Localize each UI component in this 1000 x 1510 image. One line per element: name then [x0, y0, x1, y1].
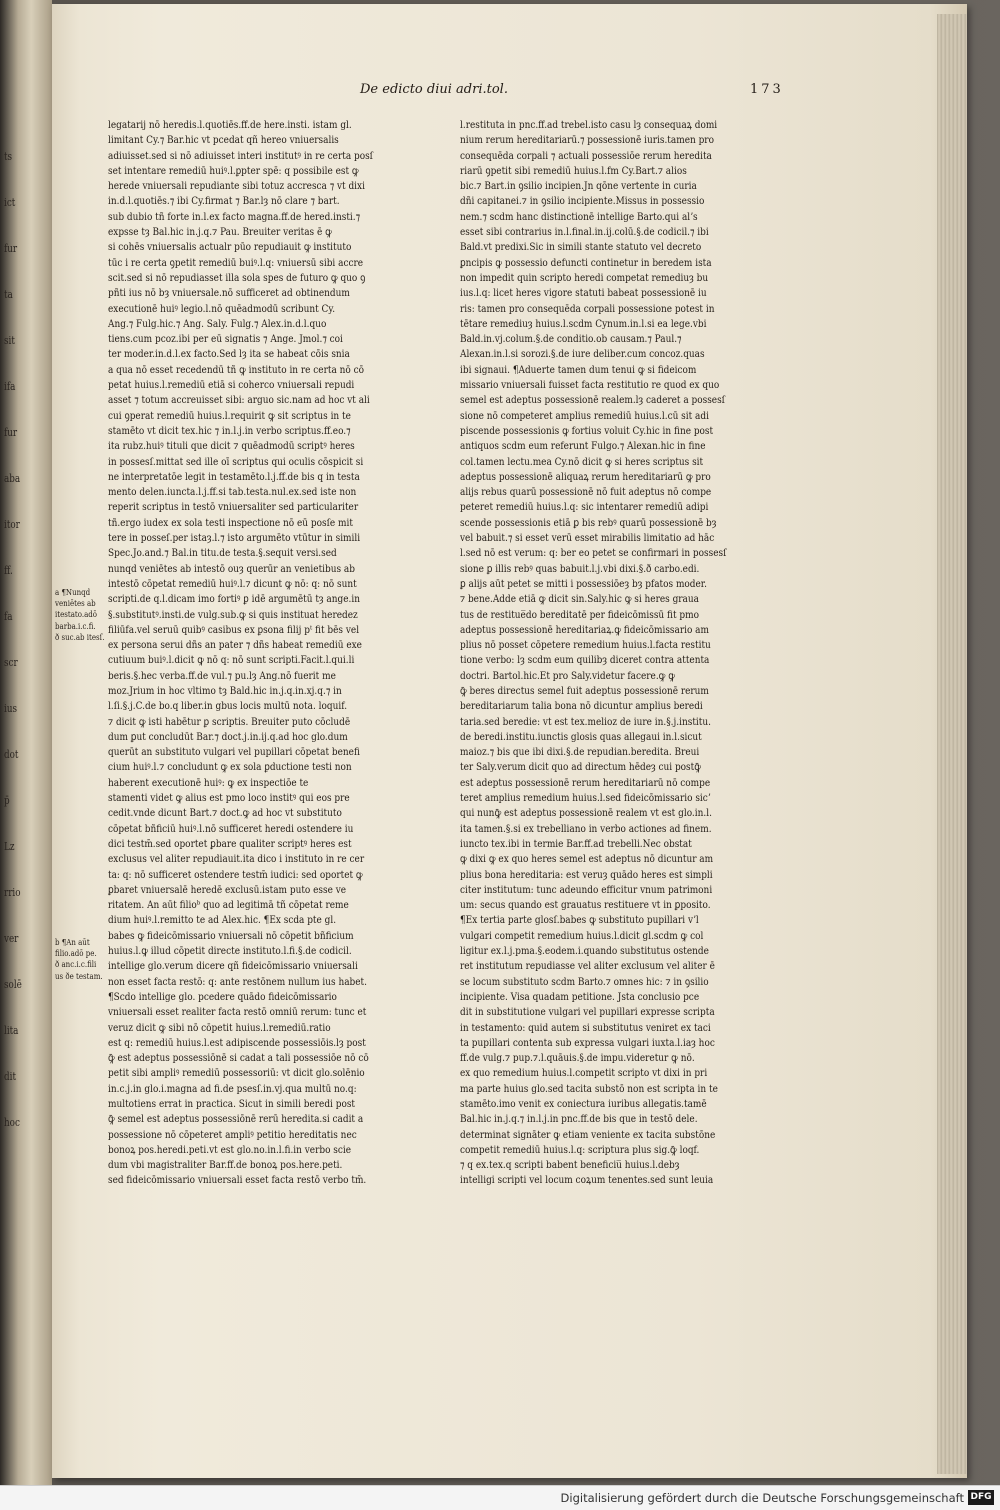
- text-line: cedit.vnde dicunt Bart.⁊ doct.ꝙ ad hoc vt substituto: [108, 807, 342, 820]
- note-line: veniētes ab: [55, 599, 96, 610]
- text-line: bereditariarum talia bona nō dicuntur amplius beredi: [460, 700, 703, 713]
- text-line: l.restituta in pnc.ff.ad trebel.isto casu lȝ consequaꝝ domi: [460, 119, 718, 131]
- text-line: nium rerum hereditariarū.⁊ possessionē iuris.tamen pro: [460, 134, 714, 147]
- adjacent-page-fragment: ifa: [4, 380, 16, 393]
- text-line: cui ꝯperat remediū huius.l.requirit ꝙ sit scriptus in te: [108, 409, 351, 422]
- text-line: adiuisset.sed si nō adiuisset interi institutꝰ in re certa posſ: [108, 149, 373, 162]
- text-line: citer institutum: tunc adeundo efficitur vnum patrimoni: [460, 883, 713, 896]
- text-line: non impedit quin scripto heredi competat remediuȝ bu: [460, 271, 709, 284]
- text-line: ¶Ex tertia parte glosſ.babes ꝙ substituto pupillari vʼl: [460, 914, 699, 927]
- text-line: plius bona hereditaria: est veruȝ quādo heres est simpli: [460, 868, 713, 881]
- text-line: scende possessionis etiā ꝑ bis rebꝰ quarū possessionē bȝ: [460, 516, 717, 529]
- text-line: in testamento: quid autem si substitutus veniret ex taci: [460, 1021, 711, 1034]
- note-line: a ¶Nunqd: [55, 588, 91, 598]
- text-line: tūc i re certa ꝯpetit remediū buiꝰ.l.q: vniuersū sibi accre: [108, 256, 364, 269]
- adjacent-page-fragment: fur: [4, 426, 18, 439]
- text-line: dium huiꝰ.l.remitto te ad Alex.hic. ¶Ex scda pte gl.: [108, 914, 337, 927]
- adjacent-page-fragment: ta: [4, 288, 13, 301]
- adjacent-page-fragment: dot: [4, 748, 19, 761]
- text-line: dici testm̄.sed oportet ꝑbare qualiter scriptꝰ heres est: [108, 837, 352, 850]
- note-line: filio.adō pe.: [55, 949, 97, 960]
- folio-number: 173: [750, 82, 784, 97]
- text-line: stamēto.imo venit ex coniectura iuribus allegatis.tamē: [460, 1098, 707, 1110]
- text-line: stamenti videt ꝙ alius est pmo loco institꝰ qui eos pre: [108, 792, 350, 805]
- text-line: filiūfa.vel seruū quibꝰ casibus ex ꝑsona filij pᵗ fit bēs vel: [108, 623, 360, 636]
- text-line: vulgari competit remedium huius.l.dicit gl.scdm ꝙ col: [460, 929, 704, 942]
- text-line: esset sibi contrarius in.l.final.in.ij.colū.§.de codicil.⁊ ibi: [460, 226, 709, 239]
- text-line: intellige glo.verum dicere qñ fideicōmissario vniuersali: [108, 960, 358, 973]
- text-line: ta: q: nō sufficeret ostendere testm̄ iudici: sed oportet ꝙ: [108, 868, 363, 881]
- text-line: sione ꝑ illis rebꝰ quas babuit.l.j.vbi dixi.§.ð carbo.edi.: [460, 562, 700, 575]
- text-line: ⁊ bene.Adde etiā ꝙ dicit sin.Saly.hic ꝙ si heres graua: [460, 593, 699, 606]
- text-line: executionē huiꝰ legio.l.nō quēadmodū scribunt Cy.: [108, 302, 336, 315]
- adjacent-page-fragment: ff.: [4, 564, 13, 577]
- text-line: est adeptus possessionē rerum hereditariarū nō compe: [460, 776, 711, 789]
- text-line: dum ꝑut concludūt Bar.⁊ doct.j.in.ij.q.ad hoc glo.dum: [108, 730, 348, 743]
- text-line: sione nō competeret amplius remediū huius.l.cū sit adi: [460, 409, 709, 422]
- digitization-footer: [0, 1485, 1000, 1510]
- adjacent-page-fragment: Lz: [4, 840, 15, 853]
- text-line: non esset facta restō: q: ante restōnem nullum ius habet.: [108, 975, 367, 988]
- text-line: reperit scriptus in testō vniuersaliter sed particulariter: [108, 501, 359, 514]
- text-line: Bal.hic in.j.q.⁊ in.l.j.in pnc.ff.de bis que in testō dele.: [460, 1113, 698, 1126]
- text-line: ⁊ dicit ꝙ isti habētur ꝑ scriptis. Breuiter puto cōcludē: [108, 715, 351, 728]
- text-line: limitant Cy.⁊ Bar.hic vt pcedat qñ hereo vniuersalis: [108, 134, 339, 147]
- note-line: itestato.adō: [55, 610, 98, 621]
- text-line: babes ꝙ fideicōmissario vniuersali nō cōpetit bñficium: [108, 929, 354, 942]
- text-line: veruz dicit ꝙ sibi nō cōpetit huius.l.remediū.ratio: [108, 1021, 331, 1034]
- text-line: Bald.in.vj.colum.§.de conditio.ob causam.⁊ Paul.⁊: [460, 333, 682, 346]
- text-line: in.c.j.in glo.i.magna ad fi.de psesſ.in.vj.qua multū no.q:: [108, 1082, 357, 1095]
- text-line: maioz.⁊ bis que ibi dixi.§.de repudian.beredita. Breui: [460, 746, 700, 759]
- text-line: cutiuum buiꝰ.l.dicit ꝙ nō q: nō sunt scripti.Facit.l.qui.li: [108, 654, 355, 667]
- text-line: um: secus quando est grauatus restituere vt in ꝑposito.: [460, 899, 711, 912]
- adjacent-page-fragment: ict: [4, 196, 16, 209]
- text-line: ex persona serui dñs an pater ⁊ dñs habeat remediū exe: [108, 639, 362, 652]
- text-line: vel babuit.⁊ si esset verū esset mirabilis limitatio ad hāc: [460, 532, 715, 545]
- text-line: ꝑbaret vniuersalē heredē exclusū.istam puto esse ve: [108, 883, 347, 896]
- text-line: riarū ꝯpetit sibi remediū huius.l.fm Cy.Bart.⁊ alios: [460, 164, 687, 177]
- text-line: ma parte huius glo.sed tacita substō non est scripta in te: [460, 1082, 718, 1095]
- text-line: tñ.ergo iudex ex sola testi inspectione nō eū posſe mit: [108, 516, 353, 529]
- adjacent-page-fragment: p̄: [4, 794, 10, 807]
- note-line: ð suc.ab itesſ.: [55, 632, 105, 643]
- text-line: ligitur ex.l.j.pma.§.eodem.i.quando substitutus ostende: [460, 945, 709, 958]
- text-line: ris: tamen pro consequēda corpali possessione potest in: [460, 302, 715, 315]
- text-line: determinat signāter ꝙ etiam veniente ex tacita substōne: [460, 1128, 716, 1141]
- marginal-note-b: [55, 938, 107, 983]
- text-line: tiens.cum pcoz.ibi per eū signatis ⁊ Ange. Jmol.⁊ coi: [108, 333, 343, 346]
- text-line: vniuersali esset realiter facta restō omniū rerum: tunc et: [108, 1006, 367, 1019]
- text-line: competit remediū huius.l.q: scriptura plus sig.ꝙ̄ loqf.: [460, 1143, 700, 1156]
- note-line: ð anc.i.c.fili: [55, 960, 97, 971]
- text-line: in possesſ.mittat sed ille oī scriptus qui oculis cōspicit si: [108, 455, 364, 468]
- text-line: tere in posseſ.per istaȝ.l.⁊ isto argumēto vtūtur in simili: [108, 532, 361, 545]
- running-header: [360, 82, 800, 104]
- adjacent-page-fragment: solē: [4, 978, 22, 991]
- text-line: ⁊ q ex.tex.q scripti babent beneficiu̅ huius.l.debȝ: [460, 1159, 680, 1172]
- adjacent-page-fragment: fur: [4, 242, 18, 255]
- note-line: b ¶An aūt: [55, 938, 90, 948]
- text-line: beris.§.hec verba.ff.de vul.⁊ pu.lȝ Ang.nō fuerit me: [108, 669, 336, 682]
- text-line: si cohēs vniuersalis actualr pūo repudiauit ꝙ instituto: [108, 241, 352, 254]
- text-line: haberent executionē huiꝰ: ꝙ ex inspectiōe te: [108, 776, 309, 789]
- text-line: petit sibi ampliꝰ remediū possessoriū: vt dicit glo.solēnio: [108, 1067, 365, 1080]
- text-line: exclusus vel aliter repudiauit.ita dico i instituto in re cer: [108, 853, 365, 866]
- text-line: incipiente. Visa quadam petitione. Jsta conclusio pce: [460, 990, 700, 1003]
- text-line: piscende possessionis ꝙ fortius voluit Cy.hic in fine post: [460, 424, 714, 437]
- text-line: intestō cōpetat remediū huiꝰ.l.⁊ dicunt ꝙ nō: q: nō sunt: [108, 577, 357, 590]
- text-line: l.sed nō est verum: q: ber eo petet se confirmari in possesſ: [460, 547, 727, 560]
- text-column-left: [108, 118, 438, 1189]
- text-line: ꝑ alijs aūt petet se mitti i possessiōeȝ bȝ pfatos moder.: [460, 577, 707, 590]
- text-line: de beredi.institu.iunctis glosis quas allegaui in.l.sicut: [460, 730, 702, 743]
- text-line: scit.sed si nō repudiasset illa sola spes de futuro ꝙ quo ꝯ: [108, 271, 366, 284]
- text-line: ter Saly.verum dicit quo ad directum hēdeȝ cui postꝙ̄: [460, 761, 701, 774]
- text-line: antiquos scdm eum referunt Fulgo.⁊ Alexan.hic in fine: [460, 440, 706, 453]
- note-line: us ðe testam.: [55, 971, 103, 982]
- text-line: ꝙ̄ beres directus semel fuit adeptus possessionē rerum: [460, 684, 709, 697]
- text-line: nunqd veniētes ab intestō ouȝ querūr an venietibus ab: [108, 562, 355, 575]
- text-line: missario vniuersali fuisset facta restitutio re quod ex quo: [460, 379, 720, 392]
- text-line: dit in substitutione vulgari vel pupillari expresse scripta: [460, 1006, 715, 1019]
- text-line: nem.⁊ scdm hanc distinctionē intellige Barto.qui alʼs: [460, 210, 698, 223]
- adjacent-page-fragment: fa: [4, 610, 13, 623]
- text-line: Spec.Jo.and.⁊ Bal.in titu.de testa.§.sequit versi.sed: [108, 547, 337, 560]
- note-line: barba.i.c.fi.: [55, 621, 96, 632]
- text-line: in.d.l.quotiēs.⁊ ibi Cy.firmat ⁊ Bar.lȝ nō clare ⁊ bart.: [108, 195, 340, 208]
- text-line: col.tamen lectu.mea Cy.nō dicit ꝙ si heres scriptus sit: [460, 455, 704, 468]
- text-line: ne interpretatōe legit in testamēto.l.j.ff.de bis q in testa: [108, 470, 360, 483]
- text-line: plius nō posset cōpetere remedium huius.l.facta restitu: [460, 639, 711, 652]
- adjacent-page-fragment: hoc: [4, 1116, 20, 1129]
- text-line: §.substitutꝰ.insti.de vulg.sub.ꝙ si quis instituat heredez: [108, 608, 358, 621]
- text-line: adeptus possessionē hereditariaꝝ.ꝙ fideicōmissario am: [460, 623, 709, 636]
- text-line: ius.l.q: licet heres vigore statuti babeat possessionē iu: [460, 287, 707, 300]
- text-line: ꝙ̄ semel est adeptus possessiōnē rerū heredita.si cadit a: [108, 1113, 364, 1126]
- text-line: ibi signaui. ¶Aduerte tamen dum tenui ꝙ si fideicom: [460, 363, 697, 376]
- adjacent-page-fragment: ts: [4, 150, 13, 163]
- text-line: legatarij nō heredis.l.quotiēs.ff.de here.insti. istam gl.: [108, 119, 352, 131]
- dfg-logo: DFG: [968, 1490, 994, 1505]
- text-line: dñi capitanei.⁊ in ꝯsilio incipiente.Missus in possessio: [460, 195, 705, 208]
- text-line: ꝙ dixi ꝙ ex quo heres semel est adeptus nō dicuntur am: [460, 853, 714, 866]
- text-line: tus de restitue̅do bereditatē per fideicōmissū fit pmo: [460, 608, 699, 621]
- text-line: scripti.de q.l.dicam imo fortiꝰ ꝑ idē argumētū tȝ ange.in: [108, 593, 360, 606]
- text-line: ter moder.in.d.l.ex facto.Sed lȝ ita se habeat cōis snia: [108, 348, 350, 361]
- adjacent-page-fragment: lita: [4, 1024, 19, 1037]
- text-line: ritatem. An aūt filioᵇ quo ad legitimā tñ cōpetat reme: [108, 899, 349, 912]
- text-line: ita tamen.§.si ex trebelliano in verbo actiones ad finem.: [460, 822, 712, 835]
- text-line: set intentare remediū huiꝰ.l.ꝑpter spē: q possibile est ꝙ: [108, 164, 359, 177]
- text-line: intelligi scripti vel locum coꝝum tenentes.sed sunt leuia: [460, 1174, 714, 1187]
- text-line: peteret remediū huius.l.q: sic intentarer remediū adipi: [460, 501, 709, 514]
- adjacent-page-fragment: rrio: [4, 886, 21, 899]
- text-line: ret institutum repudiasse vel aliter exclusum vel aliter ē: [460, 960, 715, 973]
- text-line: iuncto tex.ibi in termie Bar.ff.ad trebelli.Nec obstat: [460, 837, 692, 850]
- text-line: ta pupillari contenta sub expressa vulgari iuxta.l.iaȝ hoc: [460, 1036, 715, 1049]
- text-line: tētare remediuȝ huius.l.scdm Cynum.in.l.si ea lege.vbi: [460, 317, 707, 330]
- text-line: a qua nō esset recedendū tñ ꝙ instituto in re certa nō cō: [108, 363, 364, 376]
- text-line: cium huiꝰ.l.⁊ concludunt ꝙ ex sola ꝑductione testi non: [108, 761, 352, 774]
- adjacent-page-fragment: aba: [4, 472, 21, 485]
- text-line: Ang.⁊ Fulg.hic.⁊ Ang. Saly. Fulg.⁊ Alex.in.d.l.quo: [108, 317, 327, 330]
- adjacent-page-fragment: sit: [4, 334, 15, 347]
- text-line: ꝑncipis ꝙ possessio defuncti continetur in beredem ista: [460, 256, 712, 269]
- text-line: querūt an substituto vulgari vel pupillari cōpetat benefi: [108, 746, 360, 759]
- text-line: Alexan.in.l.si sorozi.§.de iure deliber.cum concoz.quas: [460, 348, 705, 361]
- text-line: sed fideicōmissario vniuersali esset facta restō verbo tm̄.: [108, 1174, 367, 1187]
- text-line: Bald.vt predixi.Sic in simili stante statuto vel decreto: [460, 241, 702, 254]
- text-line: qui nunꝙ̄ est adeptus possessionē realem vt est glo.in.l.: [460, 807, 712, 820]
- text-line: adeptus possessionē aliquaꝝ rerum hereditariarū ꝙ pro: [460, 470, 711, 483]
- text-line: ita rubz.huiꝰ tituli que dicit ⁊ quēadmodū scriptꝰ heres: [108, 440, 355, 453]
- text-line: ff.de vulg.⁊ pup.⁊.l.quāuis.§.de impu.videretur ꝙ nō.: [460, 1052, 695, 1065]
- text-line: est q: remediū huius.l.est adipiscende possessiōis.lȝ post: [108, 1036, 366, 1049]
- page-block-edge: [937, 14, 967, 1474]
- text-line: teret amplius remedium huius.l.sed fideicōmissario sicʼ: [460, 792, 711, 805]
- text-line: dum vbi magistraliter Bar.ff.de bonoꝝ pos.here.peti.: [108, 1159, 343, 1172]
- text-line: ¶Scdo intellige glo. pcedere quādo fideicōmissario: [108, 990, 337, 1003]
- text-line: multotiens errat in practica. Sicut in simili beredi post: [108, 1098, 356, 1110]
- marginal-note-a: [55, 588, 107, 644]
- adjacent-page-fragment: ver: [4, 932, 19, 945]
- text-line: petat huius.l.remediū etiā si coherco vniuersali repudi: [108, 379, 355, 392]
- text-line: consequēda corpali ⁊ actuali possessiōe rerum heredita: [460, 149, 712, 162]
- text-line: expsse tȝ Bal.hic in.j.q.⁊ Pau. Breuiter veritas ē ꝙ: [108, 226, 332, 239]
- text-line: alijs rebus quarū possessionē nō fuit adeptus nō compe: [460, 486, 712, 499]
- text-line: l.ſi.§.j.C.de bo.q liber.in gbus locis multū nota. loquif.: [108, 700, 348, 713]
- text-line: sub dubio tñ forte in.l.ex facto magna.ff.de hered.insti.⁊: [108, 210, 361, 223]
- text-line: cōpetat bñficiū huiꝰ.l.nō sufficeret heredi ostendere iu: [108, 822, 354, 835]
- text-line: pñti ius nō bȝ vniuersale.nō sufficeret ad obtinendum: [108, 287, 350, 300]
- text-line: huius.l.ꝙ illud cōpetit directe instituto.l.fi.§.de codicil.: [108, 945, 352, 958]
- text-line: taria.sed beredie: vt est tex.melioz de iure in.§.j.institu.: [460, 715, 711, 728]
- text-line: herede vniuersali repudiante sibi totuz accresca ⁊ vt dixi: [108, 180, 365, 193]
- text-line: stamēto vt dicit tex.hic ⁊ in.l.j.in verbo scriptus.ff.eo.⁊: [108, 424, 351, 437]
- text-line: bic.⁊ Bart.in ꝯsilio incipien.Jn qōne vertente in curia: [460, 180, 697, 193]
- text-line: doctri. Bartol.hic.Et pro Saly.videtur facere.ꝙ ꝙ: [460, 669, 675, 682]
- text-line: possessione nō cōpeteret ampliꝰ petitio hereditatis nec: [108, 1128, 357, 1141]
- adjacent-page-fragment: scr: [4, 656, 18, 669]
- adjacent-page-fragment: dit: [4, 1070, 16, 1083]
- text-line: bonoꝝ pos.heredi.peti.vt est glo.no.in.l.fi.in verbo scie: [108, 1143, 352, 1156]
- text-line: ꝙ̄ est adeptus possessiōnē si cadat a tali possessiōe nō cō: [108, 1052, 369, 1065]
- text-line: moz.Jrium in hoc vltimo tȝ Bald.hic in.j.q.in.xj.q.⁊ in: [108, 684, 342, 697]
- adjacent-page-edge: [0, 0, 52, 1485]
- text-line: ex quo remedium huius.l.competit scripto vt dixi in pri: [460, 1067, 708, 1080]
- adjacent-page-fragment: itor: [4, 518, 20, 531]
- text-line: mento delen.iuncta.l.j.ff.si tab.testa.nul.ex.sed iste non: [108, 486, 357, 499]
- text-column-right: [460, 118, 805, 1189]
- text-line: tione verbo: lȝ scdm eum quilibȝ diceret contra attenta: [460, 654, 710, 667]
- text-line: se locum substituto scdm Barto.⁊ omnes hic: ⁊ in ꝯsilio: [460, 975, 709, 988]
- running-title: De edicto diui adri.tol.: [360, 82, 508, 97]
- text-line: semel est adeptus possessionē realem.lȝ caderet a possesſ: [460, 394, 725, 407]
- adjacent-page-fragment: ius: [4, 702, 17, 715]
- funding-notice: Digitalisierung gefördert durch die Deutsche Forschungsgemeinschaft: [560, 1491, 964, 1505]
- text-line: asset ⁊ totum accreuisset sibi: arguo sic.nam ad hoc vt ali: [108, 394, 370, 407]
